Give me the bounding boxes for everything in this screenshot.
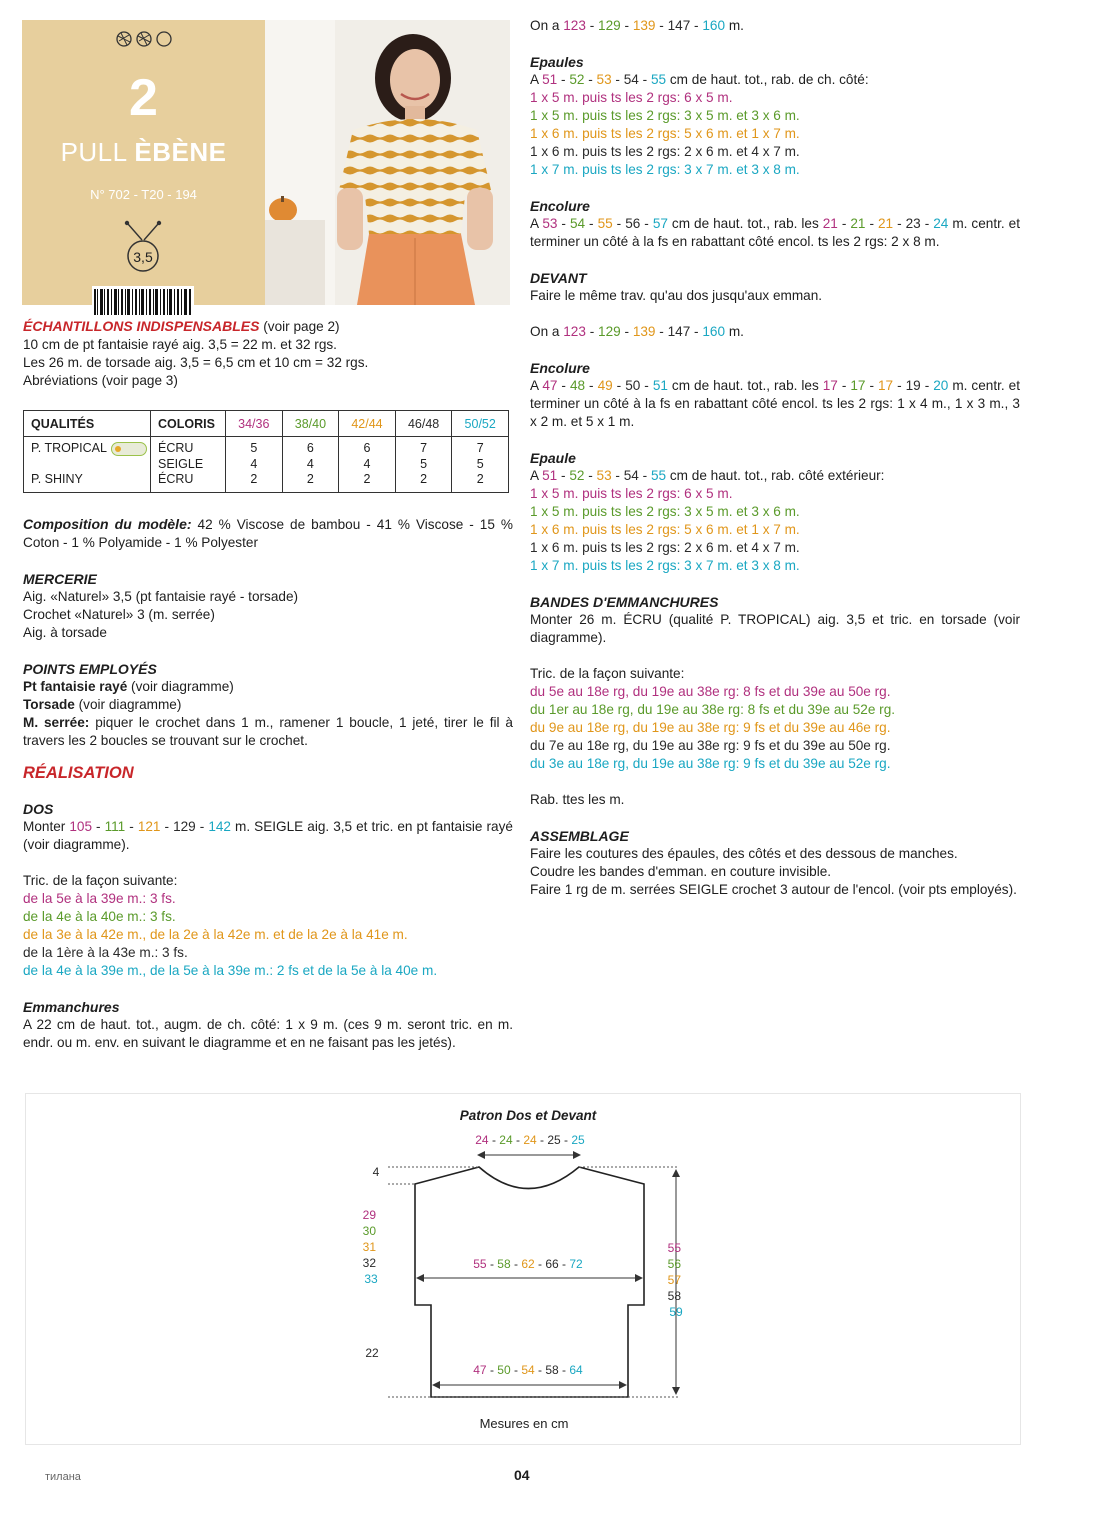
color-name: ÉCRU: [158, 441, 194, 455]
barcode-icon: [92, 286, 194, 318]
epaule-line: 1 x 7 m. puis ts les 2 rgs: 3 x 7 m. et 3 x 8 m.: [530, 558, 800, 573]
epaules-line: 1 x 6 m. puis ts les 2 rgs: 2 x 6 m. et 4 x 7 m.: [530, 144, 800, 159]
composition-text: 42 % Viscose de bambou - 41 % Viscose - 15 % Coton - 1 % Polyamide - 1 % Polyester: [23, 516, 513, 550]
bandes-text: Monter 26 m. ÉCRU (qualité P. TROPICAL) aig. 3,5 et tric. en torsade (voir diagramme).: [530, 612, 1020, 645]
bandes-line: du 1er au 18e rg, du 19e au 38e rg: 8 fs et du 39e au 52e rg.: [530, 702, 896, 717]
bandes-heading: BANDES D'EMMANCHURES: [530, 594, 719, 610]
color-name: SEIGLE: [158, 456, 204, 471]
header-size-3: 42/44: [339, 411, 396, 437]
bandes-tric: Tric. de la façon suivante:: [530, 666, 685, 681]
bandes-line: du 9e au 18e rg, du 19e au 38e rg: 9 fs et du 39e au 46e rg.: [530, 720, 891, 735]
hem-width-label: 47 - 50 - 54 - 58 - 64: [473, 1363, 583, 1377]
dos-tric: Tric. de la façon suivante:: [23, 872, 178, 888]
epaule-line: 1 x 6 m. puis ts les 2 rgs: 2 x 6 m. et 4 x 7 m.: [530, 540, 800, 555]
table-header-row: [24, 411, 509, 437]
qty-cell: 2: [420, 472, 428, 486]
qty-cell: 4: [306, 456, 314, 471]
barcode: [92, 286, 194, 318]
epaules-line: 1 x 6 m. puis ts les 2 rgs: 5 x 6 m. et 1 x 7 m.: [530, 126, 800, 141]
qty-cell: 4: [363, 456, 371, 471]
epaule-line: 1 x 5 m. puis ts les 2 rgs: 3 x 5 m. et 3 x 6 m.: [530, 504, 800, 519]
color-name: ÉCRU: [158, 472, 194, 486]
difficulty-indicator: [22, 28, 265, 55]
encolure-dos-heading: Encolure: [530, 198, 590, 214]
armhole-height-label: 29 30 31 32 33: [362, 1208, 378, 1286]
diagram-title: Patron Dos et Devant: [459, 1108, 597, 1123]
yarn-balls-icon: [114, 28, 174, 50]
pattern-card: [22, 20, 265, 305]
devant-text: Faire le même trav. qu'au dos jusqu'aux emman.: [530, 288, 823, 303]
qty-cell: 2: [306, 472, 314, 486]
header-coloris: COLORIS: [151, 411, 226, 437]
bandes-line: du 5e au 18e rg, du 19e au 38e rg: 8 fs et du 39e au 50e rg.: [530, 684, 891, 699]
samples-section: [23, 317, 513, 390]
dos-line: de la 4e à la 39e m., de la 5e à la 39e m.: 2 fs et de la 5e à la 40e m.: [23, 962, 438, 978]
pattern-title: PULL ÈBÈNE: [60, 137, 227, 167]
qty-cell: 2: [476, 472, 484, 486]
right-column: [530, 17, 1020, 899]
neck-width-label: 24 - 24 - 24 - 25 - 25: [475, 1133, 585, 1147]
chest-width-label: 55 - 58 - 62 - 66 - 72: [473, 1257, 583, 1271]
qty-cell: 5: [250, 441, 258, 455]
epaule-line: 1 x 6 m. puis ts les 2 rgs: 5 x 6 m. et 1 x 7 m.: [530, 522, 800, 537]
model-photo-illustration: [265, 20, 510, 305]
mercerie-line: Crochet «Naturel» 3 (m. serrée): [23, 606, 215, 622]
eco-label-icon: [111, 442, 147, 456]
epaules-line: 1 x 7 m. puis ts les 2 rgs: 3 x 7 m. et 3 x 8 m.: [530, 162, 800, 177]
point-item: Pt fantaisie rayé (voir diagramme): [23, 678, 234, 694]
epaules-heading: Epaules: [530, 54, 584, 70]
quality-name: P. SHINY: [31, 472, 83, 486]
needle-size-badge: [118, 220, 168, 278]
samples-ref: (voir page 2): [259, 319, 340, 334]
assemblage-line: Coudre les bandes d'emman. en couture invisible.: [530, 864, 832, 879]
dos-monter: Monter 105 - 111 - 121 - 129 - 142 m. SEIGLE aig. 3,5 et tric. en pt fantaisie rayé (voir diagramme).: [23, 818, 513, 852]
lower-height-label: 22: [365, 1346, 379, 1360]
composition: [23, 515, 513, 552]
qty-cell: 5: [420, 456, 428, 471]
qty-cell: 5: [476, 456, 484, 471]
dos-heading: DOS: [23, 800, 54, 817]
pattern-number: 2: [129, 69, 158, 127]
header-size-4: 46/48: [395, 411, 452, 437]
qty-cell: 6: [306, 441, 314, 455]
left-column: [23, 317, 513, 1052]
total-height-label: 55 56 57 58 59: [667, 1241, 683, 1319]
point-item: Torsade (voir diagramme): [23, 696, 182, 712]
encolure-dos-text: A 53 - 54 - 55 - 56 - 57 cm de haut. tot., rab. les 21 - 21 - 21 - 23 - 24 m. centr. et terminer un côté à la fs en rabattant côté encol. ts les 2 rgs: 2 x 8 m.: [530, 216, 1021, 249]
dos-stitch-count: On a 123 - 129 - 139 - 147 - 160 m.: [530, 18, 744, 33]
pattern-diagram: [25, 1093, 1021, 1445]
bandes-line: du 7e au 18e rg, du 19e au 38e rg: 9 fs et du 39e au 50e rg.: [530, 738, 891, 753]
assemblage-line: Faire 1 rg de m. serrées SEIGLE crochet 3 autour de l'encol. (voir pts employés).: [530, 882, 1017, 897]
header-size-2: 38/40: [282, 411, 339, 437]
dos-line: de la 4e à la 40e m.: 3 fs.: [23, 908, 176, 924]
qty-cell: 6: [363, 441, 371, 455]
devant-heading: DEVANT: [530, 270, 587, 286]
epaules-line: 1 x 5 m. puis ts les 2 rgs: 3 x 5 m. et 3 x 6 m.: [530, 108, 800, 123]
epaule-line: 1 x 5 m. puis ts les 2 rgs: 6 x 5 m.: [530, 486, 733, 501]
header-size-1: 34/36: [226, 411, 283, 437]
assemblage-heading: ASSEMBLAGE: [530, 828, 629, 844]
header-qualites: QUALITÉS: [24, 411, 151, 437]
dos-line: de la 1ère à la 43e m.: 3 fs.: [23, 944, 188, 960]
footer-brand: тилана: [45, 1471, 81, 1483]
epaules-intro: A 51 - 52 - 53 - 54 - 55 cm de haut. tot., rab. de ch. côté:: [530, 72, 869, 87]
samples-line: 10 cm de pt fantaisie rayé aig. 3,5 = 22 m. et 32 rgs.: [23, 337, 337, 352]
rab-text: Rab. ttes les m.: [530, 792, 625, 807]
composition-label: Composition du modèle:: [23, 515, 192, 532]
bandes-line: du 3e au 18e rg, du 19e au 38e rg: 9 fs et du 39e au 52e rg.: [530, 756, 891, 771]
table-row: [24, 437, 509, 493]
mercerie-heading: MERCERIE: [23, 570, 97, 587]
epaule-heading: Epaule: [530, 450, 576, 466]
realisation-heading: RÉALISATION: [23, 763, 134, 782]
mercerie-line: Aig. «Naturel» 3,5 (pt fantaisie rayé - torsade): [23, 588, 299, 604]
encolure-devant-heading: Encolure: [530, 360, 590, 376]
emmanchures-heading: Emmanchures: [23, 998, 120, 1015]
quality-name: P. TROPICAL: [31, 441, 150, 457]
diagram-caption: Mesures en cm: [479, 1416, 569, 1431]
assemblage-line: Faire les coutures des épaules, des côtés et des dessous de manches.: [530, 846, 958, 861]
qty-cell: 4: [250, 456, 258, 471]
encolure-devant-text: A 47 - 48 - 49 - 50 - 51 cm de haut. tot., rab. les 17 - 17 - 17 - 19 - 20 m. centr. et terminer un côté à la fs en rabattant côté encol. ts les 2 rgs: 1 x 4 m., 1 x 3 m., 3 x 2 m. et 5 x 1 m.: [530, 378, 1021, 429]
qty-cell: 7: [476, 441, 484, 455]
samples-line: Les 26 m. de torsade aig. 3,5 = 6,5 cm et 10 cm = 32 rgs.: [23, 355, 369, 370]
yarn-quantities-table: [23, 410, 509, 493]
needle-size: 3,5: [133, 249, 153, 265]
dos-line: de la 3e à la 42e m., de la 2e à la 42e m. et de la 2e à la 41e m.: [23, 926, 408, 942]
emmanchures-text: A 22 cm de haut. tot., augm. de ch. côté: 1 x 9 m. (ces 9 m. seront tric. en m. endr. ou m. env. en suivant le diagramme et en ne faisant pas les jetés).: [23, 1016, 513, 1050]
header-size-5: 50/52: [452, 411, 509, 437]
page-number: 04: [514, 1467, 530, 1483]
samples-line: Abréviations (voir page 3): [23, 373, 178, 388]
points-heading: POINTS EMPLOYÉS: [23, 660, 157, 677]
qty-cell: 2: [363, 472, 371, 486]
pattern-schematic: [26, 1094, 1022, 1446]
pattern-reference: N° 702 - T20 - 194: [90, 187, 197, 202]
qty-cell: 2: [250, 472, 258, 486]
qty-cell: 7: [420, 441, 428, 455]
mercerie-line: Aig. à torsade: [23, 624, 107, 640]
devant-stitch-count: On a 123 - 129 - 139 - 147 - 160 m.: [530, 324, 744, 339]
point-item: M. serrée: piquer le crochet dans 1 m., ramener 1 boucle, 1 jeté, tirer le fil à travers les 2 boucles se trouvant sur le crochet.: [23, 714, 513, 748]
epaules-line: 1 x 5 m. puis ts les 2 rgs: 6 x 5 m.: [530, 90, 733, 105]
dos-line: de la 5e à la 39e m.: 3 fs.: [23, 890, 176, 906]
samples-heading: ÉCHANTILLONS INDISPENSABLES: [23, 318, 260, 334]
model-photo: [265, 20, 510, 305]
epaule-intro: A 51 - 52 - 53 - 54 - 55 cm de haut. tot., rab. côté extérieur:: [530, 468, 885, 483]
shoulder-drop-label: 4: [372, 1165, 380, 1179]
